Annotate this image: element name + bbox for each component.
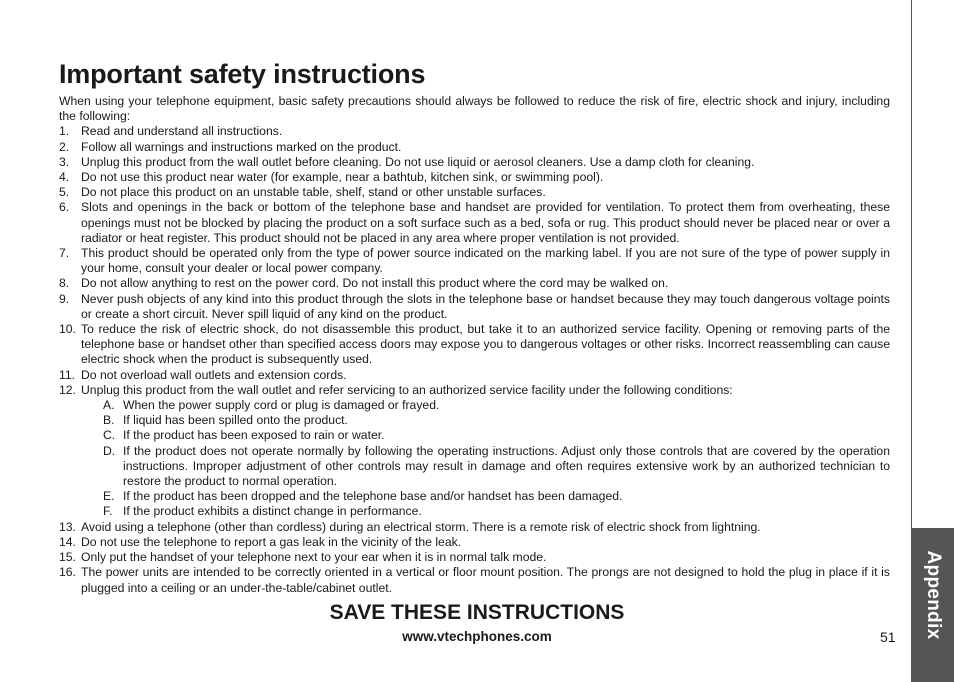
list-item [59,322,890,368]
website-url: www.vtechphones.com [402,629,552,644]
sublist-item [103,504,890,519]
item-text: This product should be operated only from the type of power source indicated on the marking label. If you are not sure of the type of power supply in your home, consult your dealer or local power company. [81,246,890,276]
sub-letter: D. [103,443,116,458]
item-text: Never push objects of any kind into this product through the slots in the telephone base or handset because they may touch dangerous voltage points or create a short circuit. Never spill liquid of any kind on the product. [81,291,890,321]
item-number: 10. [59,322,76,337]
sub-text: If the product does not operate normally by following the operating instructions. Adjust only those controls that are covered by the operation instructions. Improper adjustment of other controls may result in damage and often requires extensive work by an authorized technician to restore the product to normal operation. [123,443,890,489]
list-item [59,140,890,155]
sublist-item [103,413,890,428]
sub-text: If the product has been exposed to rain or water. [123,428,385,443]
item-text: Do not allow anything to rest on the power cord. Do not install this product where the cord may be walked on. [81,276,669,291]
item-number: 3. [59,154,70,169]
item-number: 11. [59,367,76,382]
list-item [59,246,890,276]
item-number: 7. [59,246,70,261]
item-text: Follow all warnings and instructions marked on the product. [81,139,402,154]
item-number: 4. [59,170,70,185]
item-number: 9. [59,291,70,306]
list-item [59,565,890,595]
sublist-item [103,398,890,413]
list-item [59,535,890,550]
item-text: Slots and openings in the back or bottom of the telephone base and handset are provided for ventilation. To protect them from overheating, these openings must not be blocked by placing the product on a soft surface such as a bed, sofa or rug. This product should never be placed near or over a radiator or heat register. This product should not be placed in any area where proper ventilation is not provided. [81,200,890,245]
list-item [59,185,890,200]
list-item [59,124,890,139]
condition-sublist [81,398,890,520]
item-number: 5. [59,185,70,200]
save-instructions-heading [0,601,954,625]
item-number: 16. [59,565,76,580]
sublist-item [103,444,890,490]
list-item [59,550,890,565]
section-tab-label: Appendix [923,550,944,640]
page-title: Important safety instructions [59,59,426,89]
sub-text: If the product exhibits a distinct change in performance. [123,504,422,519]
sub-letter: C. [103,428,116,443]
item-number: 8. [59,276,70,291]
sub-text: If the product has been dropped and the telephone base and/or handset has been damaged. [123,489,623,504]
item-number: 14. [59,534,76,549]
safety-content [59,94,890,596]
sub-letter: A. [103,398,115,413]
list-item [59,155,890,170]
item-text: To reduce the risk of electric shock, do not disassemble this product, but take it to an authorized service facility. Opening or removing parts of the telephone base or handset other than specified access doors may expose you to dangerous voltages or other risks. Incorrect reassembling can cause electric shock when the product is subsequently used. [81,322,890,367]
item-text: Do not use this product near water (for example, near a bathtub, kitchen sink, or swimming pool). [81,170,604,185]
list-item [59,200,890,246]
side-tab-spacer [912,0,954,528]
sublist-item [103,428,890,443]
item-text: Do not overload wall outlets and extension cords. [81,367,347,382]
sub-letter: E. [103,489,115,504]
item-number: 12. [59,382,76,397]
list-item [59,368,890,383]
item-text: Unplug this product from the wall outlet and refer servicing to an authorized service facility under the following conditions: [81,382,733,397]
item-text: Only put the handset of your telephone next to your ear when it is in normal talk mode. [81,550,547,565]
intro-paragraph: When using your telephone equipment, basic safety precautions should always be followed to reduce the risk of fire, electric shock and injury, including the following: [59,94,890,124]
item-text: Unplug this product from the wall outlet before cleaning. Do not use liquid or aerosol cleaners. Use a damp cloth for cleaning. [81,154,755,169]
list-item [59,292,890,322]
item-text: The power units are intended to be correctly oriented in a vertical or floor mount position. The prongs are not designed to hold the plug in place if it is plugged into a ceiling or an under-the-table/cabinet outlet. [81,565,890,595]
sub-letter: B. [103,413,115,428]
sub-text: If liquid has been spilled onto the product. [123,413,348,428]
sublist-item [103,489,890,504]
item-text: Read and understand all instructions. [81,124,283,139]
instruction-list [59,124,890,595]
save-instructions-text: SAVE THESE INSTRUCTIONS [329,601,625,624]
item-number: 1. [59,124,70,139]
item-number: 13. [59,519,76,534]
sub-letter: F. [103,504,113,519]
list-item [59,276,890,291]
list-item [59,170,890,185]
page-number: 51 [880,629,896,645]
list-item [59,520,890,535]
item-text: Do not use the telephone to report a gas leak in the vicinity of the leak. [81,534,462,549]
item-number: 15. [59,550,76,565]
item-number: 6. [59,200,70,215]
item-text: Avoid using a telephone (other than cordless) during an electrical storm. There is a remote risk of electric shock from lightning. [81,519,761,534]
sub-text: When the power supply cord or plug is damaged or frayed. [123,398,440,413]
list-item [59,383,890,520]
item-number: 2. [59,139,70,154]
item-text: Do not place this product on an unstable table, shelf, stand or other unstable surfaces. [81,185,546,200]
